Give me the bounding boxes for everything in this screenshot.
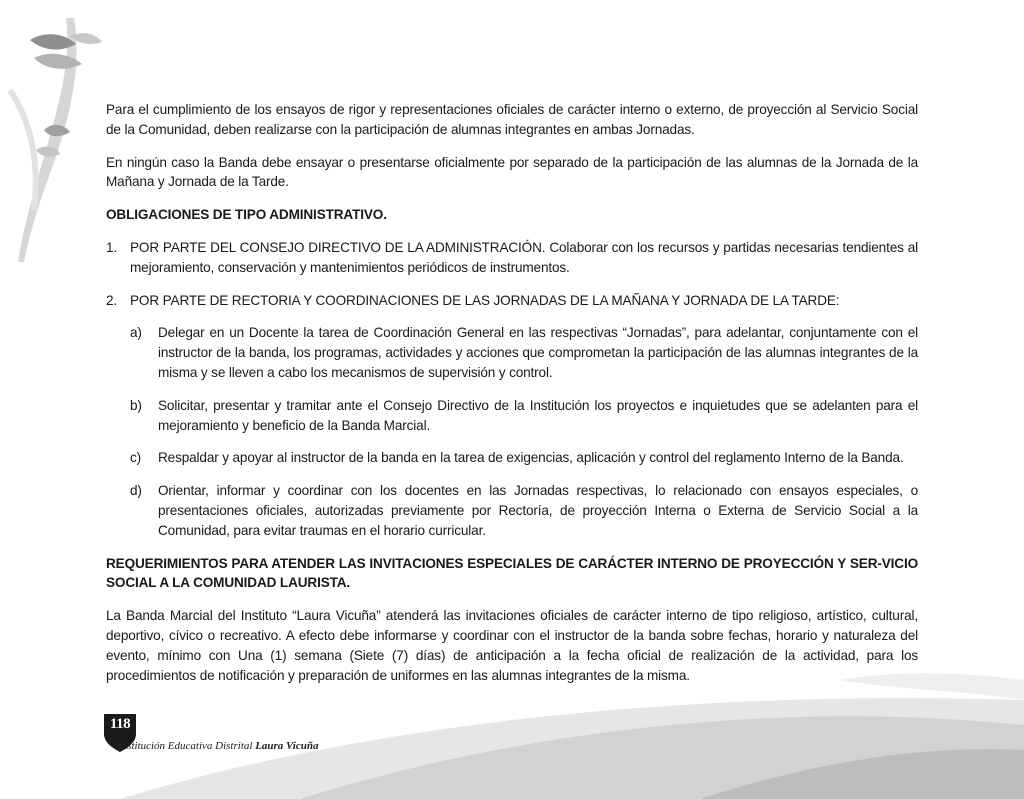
list-item-consejo bbox=[106, 238, 918, 278]
sub-item-a bbox=[130, 323, 918, 382]
sub-item-text: Orientar, informar y coordinar con los docentes en las Jornadas respectivas, lo relacionado con ensayos especiales, o presentaciones oficiales, autorizadas previamente por Rectoría, de proyección Interna o Externa de Servicio Social a la Comunidad, para evitar traumas en el horario curricular. bbox=[158, 483, 918, 538]
sub-list bbox=[130, 323, 918, 540]
heading-obligaciones: OBLIGACIONES DE TIPO ADMINISTRATIVO. bbox=[106, 207, 387, 223]
sub-item-text: Delegar en un Docente la tarea de Coordinación General en las respectivas “Jornadas”, para adelantar, conjuntamente con el instructor de la banda, los programas, actividades y acciones que comprometan la participación de las alumnas integrantes de la misma y se lleven a cabo los mecanismos de supervisión y control. bbox=[158, 325, 918, 380]
sub-item-b bbox=[130, 396, 918, 436]
sub-marker: b) bbox=[130, 397, 142, 413]
list-item-text: POR PARTE DEL CONSEJO DIRECTIVO DE LA ADMINISTRACIÓN. Colaborar con los recursos y partidas necesarias tendientes al mejoramiento, conservación y mantenimientos periódicos de instrumentos. bbox=[130, 239, 918, 275]
sub-item-c bbox=[130, 448, 918, 468]
sub-item-text: Solicitar, presentar y tramitar ante el Consejo Directivo de la Institución los proyectos e inquietudes que se adelanten para el mejoramiento y beneficio de la Banda Marcial. bbox=[158, 397, 918, 433]
paragraph-banda-marcial: La Banda Marcial del Instituto “Laura Vicuña” atenderá las invitaciones oficiales de carácter interno de tipo religioso, artístico, cultural, deportivo, cívico o recreativo. A efecto debe informarse y coordinar con el instructor de la banda sobre fechas, horario y naturaleza del evento, mínimo con Una (1) semana (Siete (7) días) de anticipación a la fecha oficial de realización de la actividad, para los procedimientos de notificación y preparación de uniformes en las alumnas integrantes de la misma. bbox=[106, 608, 918, 683]
institution-name bbox=[118, 740, 318, 752]
sub-item-text: Respaldar y apoyar al instructor de la banda en la tarea de exigencias, aplicación y control del reglamento Interno de la Banda. bbox=[158, 450, 904, 466]
institution-prefix: Institución Educativa Distrital bbox=[118, 740, 256, 752]
paragraph-cumplimiento: Para el cumplimiento de los ensayos de rigor y representaciones oficiales de carácter interno o externo, de proyección al Servicio Social de la Comunidad, deben realizarse con la participación de alumnas integrantes en ambas Jornadas. bbox=[106, 102, 918, 137]
paragraph-ningun-caso: En ningún caso la Banda debe ensayar o presentarse oficialmente por separado de la participación de las alumnas de la Jornada de la Mañana y Jornada de la Tarde. bbox=[106, 154, 918, 190]
list-item-text: POR PARTE DE RECTORIA Y COORDINACIONES DE LAS JORNADAS DE LA MAÑANA Y JORNADA DE LA TARDE: bbox=[130, 292, 840, 308]
heading-requerimientos: REQUERIMIENTOS PARA ATENDER LAS INVITACIONES ESPECIALES DE CARÁCTER INTERNO DE PROYECCIÓN Y SER-VICIO SOCIAL A LA COMUNIDAD LAURISTA. bbox=[106, 555, 918, 591]
page-number: 118 bbox=[109, 716, 131, 732]
list-marker: 1. bbox=[106, 239, 118, 255]
list-item-rectoria bbox=[106, 291, 918, 311]
sub-marker: d) bbox=[130, 483, 142, 499]
sub-marker: c) bbox=[130, 450, 142, 466]
list-marker: 2. bbox=[106, 292, 118, 308]
sub-marker: a) bbox=[130, 325, 142, 341]
document-body bbox=[106, 100, 918, 698]
sub-item-d bbox=[130, 481, 918, 540]
page-footer bbox=[102, 712, 402, 762]
leaf-ornament-icon bbox=[10, 18, 102, 262]
institution-title: Laura Vicuña bbox=[255, 740, 319, 752]
